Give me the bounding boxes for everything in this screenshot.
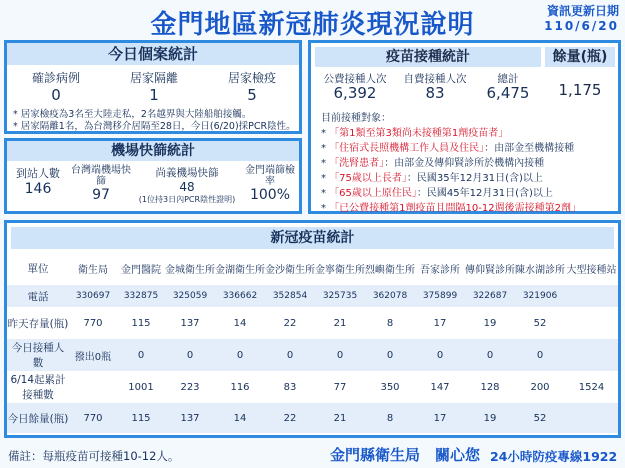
rapid-arrivals-value: 146	[24, 181, 52, 197]
table-cell: 115	[117, 403, 165, 433]
table-cell: 21	[333, 317, 347, 329]
table-row-label: 昨天存量(瓶)	[7, 317, 69, 330]
table-cell: 0	[117, 339, 165, 371]
table-row	[7, 403, 618, 433]
case-quarantine-label: 居家檢疫	[227, 71, 276, 85]
table-row	[7, 339, 618, 371]
rapid-shangyi-label: 尚義機場快篩	[155, 167, 219, 179]
case-isolation	[105, 69, 203, 104]
case-note-2: * 居家隔離1名，為台灣移介居隔至28日，今日(6/20)採PCR陰性。	[13, 121, 296, 132]
rapid-taiwan-label: 台灣端機場快篩	[71, 165, 131, 187]
vaccine-targets-title: 目前接種對象：	[321, 113, 391, 124]
table-cell: 21	[315, 403, 365, 433]
table-cell: 0	[365, 339, 415, 371]
table-column-header: 衛生局	[78, 264, 108, 276]
vaccine-stats-header: 疫苗接種統計	[315, 47, 541, 67]
table-cell: 325735	[315, 285, 365, 307]
table-cell: 137	[180, 317, 200, 329]
table-cell	[565, 285, 618, 307]
table-column-header: 金城衛生所	[165, 264, 215, 276]
table-column-header: 金湖衛生所	[215, 264, 265, 276]
table-column-header: 陳水湖診所	[515, 264, 565, 276]
table-cell: 116	[230, 381, 250, 393]
rapid-shangyi-value: 48	[179, 180, 195, 194]
rapid-taiwan-value: 97	[92, 187, 110, 203]
table-cell: 330697	[69, 285, 117, 307]
table-cell: 322687	[465, 285, 515, 307]
table-cell: 352854	[265, 285, 315, 307]
table-cell: 17	[433, 317, 447, 329]
update-info	[544, 4, 619, 34]
rapid-test-title: 機場快篩統計	[7, 141, 299, 161]
vaccine-target-item: * 「住宿式長照機構工作人員及住民」：由部金至機構接種	[321, 143, 575, 154]
table-cell	[565, 403, 618, 433]
case-isolation-label: 居家隔離	[129, 71, 178, 85]
case-stats-panel	[4, 40, 302, 134]
footer-hotline: 24小時防疫專線1922	[490, 449, 618, 464]
table-header-row	[7, 251, 618, 285]
vaccine-table-title: 新冠疫苗統計	[11, 227, 614, 249]
table-cell: 14	[215, 403, 265, 433]
table-cell: 22	[283, 317, 297, 329]
table-cell: 0	[215, 339, 265, 371]
rapid-arrivals	[7, 165, 69, 197]
vaccine-public-value: 6,392	[333, 84, 377, 102]
table-cell: 137	[165, 403, 215, 433]
table-cell: 1524	[578, 381, 605, 393]
table-column-header: 吾家診所	[420, 264, 460, 276]
table-cell	[565, 339, 618, 371]
table-cell: 200	[530, 381, 550, 393]
table-cell: 撥出0瓶	[69, 339, 117, 371]
table-column-header: 傳仰賢診所	[465, 264, 515, 276]
update-date: 110/6/20	[544, 19, 619, 33]
vaccine-remaining-value: 1,175	[558, 81, 602, 99]
rapid-taiwan	[69, 165, 133, 203]
case-confirmed	[7, 69, 105, 104]
table-cell: 0	[415, 339, 465, 371]
table-cell: 128	[480, 381, 500, 393]
case-isolation-value: 1	[149, 86, 159, 104]
table-unit-label: 單位	[27, 262, 49, 275]
vaccine-target-item: * 「75歲以上長者」：民國35年12月31日(含)以上	[321, 173, 543, 184]
vaccine-private-label: 自費接種人次	[403, 73, 467, 85]
table-row	[7, 285, 618, 307]
table-cell: 147	[430, 381, 450, 393]
table-cell: 770	[69, 403, 117, 433]
vaccine-remaining-header: 餘量(瓶)	[545, 47, 615, 67]
table-cell: 0	[465, 339, 515, 371]
table-cell: 8	[386, 317, 394, 329]
rapid-shangyi-sub: (1位持3日內PCR陰性證明)	[138, 195, 236, 204]
table-cell: 336662	[215, 285, 265, 307]
case-stats-title: 今日個案統計	[7, 43, 299, 65]
table-cell: 22	[265, 403, 315, 433]
case-confirmed-label: 確診病例	[31, 71, 80, 85]
update-label: 資訊更新日期	[546, 4, 619, 18]
table-cell: 332875	[117, 285, 165, 307]
table-cell: 321906	[515, 285, 565, 307]
table-cell: 0	[165, 339, 215, 371]
vaccine-total	[475, 71, 541, 102]
case-confirmed-value: 0	[51, 86, 61, 104]
table-row-label: 電話	[7, 285, 69, 307]
table-row	[7, 307, 618, 339]
case-note-1: * 居家檢疫為3名至大陸走私，2名越界與大陸船舶接觸。	[13, 109, 252, 120]
rapid-rate-label: 金門端篩檢率	[245, 165, 295, 187]
vaccine-table-panel	[4, 220, 621, 438]
case-quarantine	[203, 69, 301, 104]
table-cell: 17	[415, 403, 465, 433]
case-quarantine-value: 5	[247, 86, 257, 104]
vaccine-table	[7, 251, 618, 433]
table-cell: 325059	[165, 285, 215, 307]
table-row	[7, 371, 618, 403]
table-cell: 375899	[415, 285, 465, 307]
table-cell: 19	[483, 317, 497, 329]
table-cell: 52	[515, 403, 565, 433]
table-cell: 0	[315, 339, 365, 371]
table-cell: 14	[233, 317, 247, 329]
table-column-header: 金沙衛生所	[265, 264, 315, 276]
table-column-header: 金門醫院	[121, 264, 161, 276]
rapid-rate	[241, 165, 299, 203]
table-cell: 83	[283, 381, 297, 393]
page-title: 金門地區新冠肺炎現況說明	[150, 10, 475, 40]
table-column-header: 金寧衛生所	[315, 264, 365, 276]
rapid-arrivals-label: 到站人數	[16, 167, 60, 180]
vaccine-total-value: 6,475	[486, 84, 530, 102]
table-row-label: 6/14起累計接種數	[10, 374, 66, 401]
vaccine-private-value: 83	[425, 84, 445, 102]
vaccine-public	[315, 71, 395, 102]
footer-note: 備註：每瓶疫苗可接種10-12人。	[8, 449, 180, 463]
vaccine-private	[395, 71, 475, 102]
vaccine-targets	[321, 111, 617, 216]
table-cell: 52	[533, 317, 547, 329]
case-notes	[13, 109, 299, 133]
table-column-header: 烈嶼衛生所	[365, 264, 415, 276]
table-cell: 350	[380, 381, 400, 393]
rapid-rate-value: 100%	[249, 187, 291, 203]
table-cell: 362078	[365, 285, 415, 307]
table-cell: 77	[333, 381, 347, 393]
vaccine-total-label: 總計	[497, 73, 519, 85]
table-cell: 19	[465, 403, 515, 433]
table-cell: 223	[180, 381, 200, 393]
table-cell: 8	[365, 403, 415, 433]
vaccine-target-item: * 「已公費接種第1劑疫苗且間隔10-12週後需接種第2劑」	[321, 203, 581, 214]
table-cell: 770	[83, 317, 103, 329]
table-cell: 115	[131, 317, 151, 329]
table-cell: 0	[515, 339, 565, 371]
table-cell	[565, 307, 618, 339]
table-row-label: 今日餘量(瓶)	[7, 403, 69, 433]
table-cell: 0	[265, 339, 315, 371]
table-cell	[69, 371, 117, 403]
vaccine-target-item: * 「65歲以上原住民」：民國45年12月31日(含)以上	[321, 188, 553, 199]
vaccine-public-label: 公費接種人次	[323, 73, 387, 85]
vaccine-target-item: * 「第1類至第3類尚未接種第1劑疫苗者」	[321, 128, 509, 139]
table-cell: 1001	[128, 381, 154, 393]
footer-slogan: 金門縣衛生局 關心您	[330, 446, 481, 464]
table-row-label: 今日接種人數	[7, 339, 69, 371]
vaccine-target-item: * 「洗腎患者」：由部金及傳仰賢診所於機構內接種	[321, 158, 545, 169]
rapid-test-panel	[4, 138, 302, 214]
vaccine-stats-panel	[308, 40, 621, 214]
table-column-header: 大型接種站	[566, 264, 617, 276]
rapid-shangyi	[133, 165, 241, 205]
